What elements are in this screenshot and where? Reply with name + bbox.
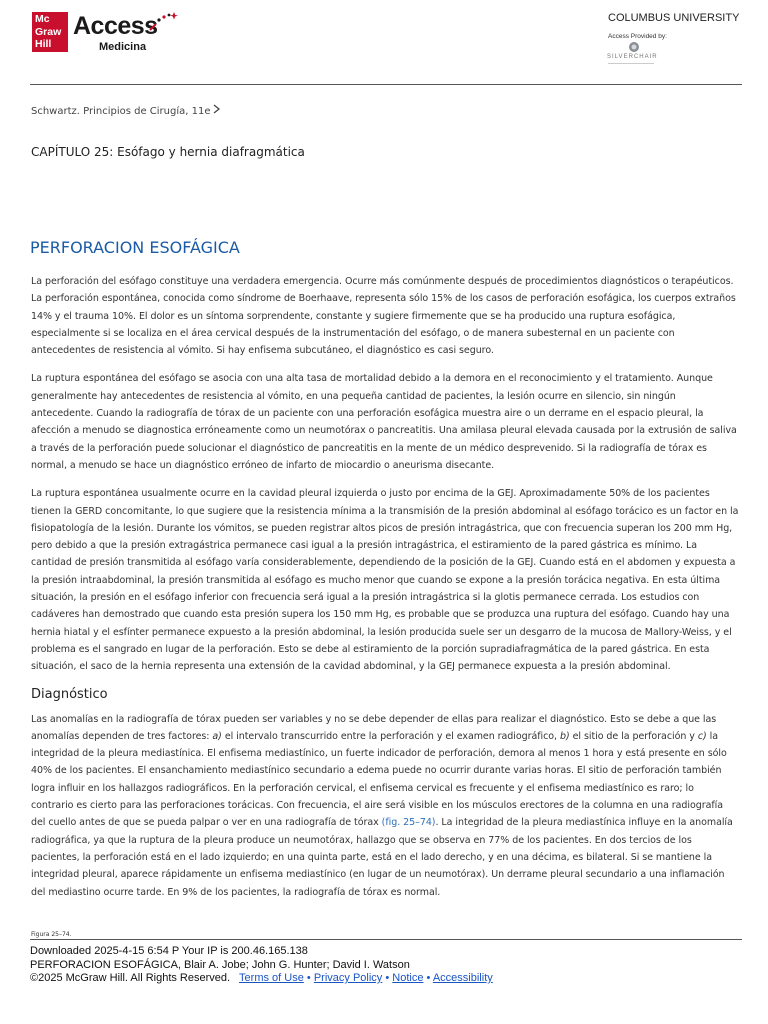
chevron-right-icon: [213, 104, 220, 114]
notice-link[interactable]: Notice: [392, 972, 424, 984]
paragraph: La ruptura espontánea del esófago se asocia con una alta tasa de mortalidad debido a la demora en el reconocimiento y el tratamiento. Aunque generalmente hay antecedentes de resistencia al vómito, en una pequeña cantidad de pacientes, la lesión ocurre en silencio, sin ningún antecedente. Cuando la radiografía de tórax de un paciente con una perforación esofágica muestra aire o un derrame en el espacio pleural, la afección a menudo se diagnostica erróneamente como un neumotórax o pancreatitis. Una amilasa pleural elevada causada por la extrusión de saliva a través de la perforación puede solucionar el diagnóstico de pancreatitis en la mente de un médico desprevenido. Si la radiografía de tórax es normal, a menudo se hace un diagnóstico erróneo de infarto de miocardio o aneurisma disecante.: [31, 373, 737, 471]
breadcrumb[interactable]: [31, 104, 220, 117]
list-marker: c): [697, 730, 707, 742]
text-run: el intervalo transcurrido entre la perforación y el examen radiográfico,: [221, 730, 560, 742]
paragraph: La ruptura espontánea usualmente ocurre en la cavidad pleural izquierda o justo por encima de la GEJ. Aproximadamente 50% de los pacientes tienen la GERD concomitante, lo que sugiere que la resistencia mínima a la transmisión de la presión abdominal al esófago torácico es un factor en la fisiopatología de la lesión. Durante los vómitos, se pueden registrar altos picos de presión intragástrica, que con frecuencia superan los 200 mm Hg, pero debido a que la presión extragástrica permanece casi igual a la presión intragástrica, el estiramiento de la pared gástrica es mínimo. La cantidad de presión transmitida al esófago varía considerablemente, dependiendo de la posición de la GEJ. Cuando está en el abdomen y expuesta a la presión intraabdominal, la presión transmitida al esófago es mucho menor que cuando se expone a la presión torácica negativa. En esta última situación, la presión en el esófago inferior con frecuencia será igual a la presión intragástrica si la glotis permanece cerrada. Los estudios con cadáveres han demostrado que cuando esta presión supera los 150 mm Hg, es probable que se produzca una ruptura del esófago. Cuando hay una hernia hiatal y el esfínter permanece expuesto a la presión abdominal, la lesión producida suele ser un desgarro de la mucosa de Mallory-Weiss, y el problema es el sangrado en lugar de la perforación. Esto se debe al estiramiento de la porción supradiafragmática de la pared gástrica. En esta situación, el saco de la hernia representa una extensión de la cavidad abdominal, y la GEJ permanece expuesta a la presión abdominal.: [31, 488, 739, 673]
logo-line: Hill: [35, 38, 52, 50]
copyright: ©2025 McGraw Hill. All Rights Reserved.: [30, 972, 231, 984]
header-divider: [30, 84, 742, 85]
paragraph-diagnostic: [31, 711, 739, 901]
text-run: el sitio de la perforación y: [569, 730, 698, 742]
figure-link[interactable]: (fig. 25–74): [381, 817, 436, 829]
logo-line: Graw: [35, 25, 62, 38]
page-header: [0, 0, 768, 86]
logo-line: Mc: [35, 13, 50, 25]
provider-name: SILVERCHAIR: [607, 54, 658, 60]
chapter-title: CAPÍTULO 25: Esófago y hernia diafragmática: [31, 145, 305, 159]
accessibility-link[interactable]: Accessibility: [432, 972, 493, 984]
access-provided-label: Access Provided by:: [608, 33, 667, 40]
mcgraw-hill-logo[interactable]: [32, 12, 68, 52]
text-run: la integridad de la pleura mediastínica. El enfisema mediastínico, un fuerte indicador de perforación, demora al menos 1 hora y está presente en sólo 40% de los pacientes. El ensanchamiento mediastínico secundario a edema puede no ocurrir durante varias horas. El sitio de perforación también logra influir en los hallazgos radiográficos. En la perforación cervical, el enfisema cervical es frecuente y el enfisema mediastínico es raro; lo contrario es cierto para las perforaciones torácicas. Con frecuencia, el aire será visible en los músculos erectores de la columna en una radiografía del cuello antes de que se pueda palpar o ver en una radiografía de tórax: [31, 730, 727, 829]
separator: •: [385, 972, 390, 984]
separator: •: [426, 972, 431, 984]
text-run: . La integridad de la pleura mediastínica influye en la anomalía radiográfica, ya que la ruptura de la pleura produce un neumotórax, hallazgo que se observa en 77% de los pacientes. En dos tercios de los pacientes, la perforación está en el lado izquierdo; en una quinta parte, está en el lado derecho, y en una décima, es bilateral. Si se mantiene la integridad pleural, aparece rápidamente un enfisema mediastínico (en lugar de un neumotórax). Un derrame pleural secundario a una inflamación del mediastino ocurre tarde. En 9% de los pacientes, la radiografía de tórax es normal.: [31, 817, 733, 898]
page-footer: [30, 945, 742, 986]
download-info: Downloaded 2025-4-15 6:54 P Your IP is 200.46.165.138: [30, 945, 308, 957]
footer-legal: [30, 972, 742, 986]
breadcrumb-book[interactable]: Schwartz. Principios de Cirugía, 11e: [31, 106, 211, 117]
brand-name[interactable]: Access: [73, 12, 158, 40]
silverchair-logo-icon: [628, 41, 640, 53]
privacy-policy-link[interactable]: Privacy Policy: [313, 972, 383, 984]
article-body: [31, 273, 739, 912]
figure-label: Figura 25–74.: [31, 931, 72, 938]
brand-subtitle: Medicina: [99, 41, 147, 53]
section-title: PERFORACION ESOFÁGICA: [30, 238, 240, 257]
separator: •: [306, 972, 311, 984]
footer-divider: [30, 939, 742, 940]
list-marker: b): [559, 730, 570, 742]
paragraph: La perforación del esófago constituye una verdadera emergencia. Ocurre más comúnmente después de procedimientos diagnósticos o terapéuticos. La perforación espontánea, conocida como síndrome de Boerhaave, representa sólo 15% de los casos de perforación esofágica, los cuerpos extraños 14% y el trauma 10%. El dolor es un síntoma sorprendente, constante y sugiere firmemente que se ha producido una ruptura esofágica, especialmente si se localiza en el área cervical después de la instrumentación del esófago, o de manera subesternal en un paciente con antecedentes de resistencia al vómito. Si hay enfisema subcutáneo, el diagnóstico es casi seguro.: [31, 276, 736, 357]
institution-name: COLUMBUS UNIVERSITY: [608, 12, 740, 24]
terms-of-use-link[interactable]: Terms of Use: [239, 972, 304, 984]
sparkle-icon: [146, 10, 180, 36]
subheading-diagnostico: Diagnóstico: [31, 686, 108, 702]
list-marker: a): [212, 730, 222, 742]
provider-divider: [608, 63, 654, 64]
text-run: Las anomalías en la radiografía de tórax pueden ser variables y no se debe depender de ellas para realizar el diagnóstico. Esto se debe a que las anomalías dependen de tres factores:: [31, 713, 717, 742]
citation: PERFORACION ESOFÁGICA, Blair A. Jobe; John G. Hunter; David I. Watson: [30, 958, 410, 971]
